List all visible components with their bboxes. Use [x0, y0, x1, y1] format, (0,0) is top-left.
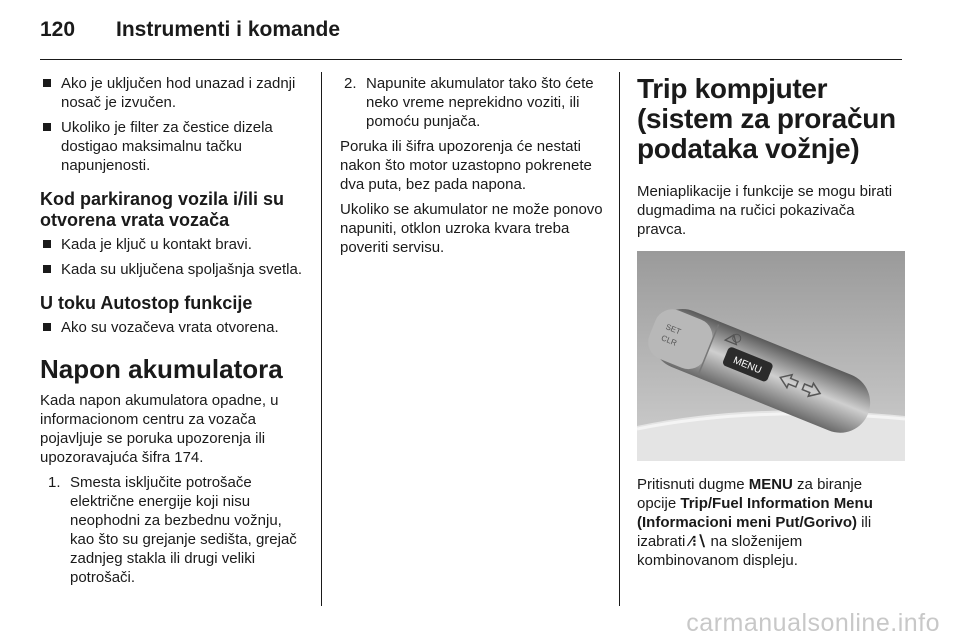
- numbered-step-2: [340, 74, 605, 131]
- heading-parked-vehicle: Kod parkiranog vozila i/ili su otvorena vrata vozača: [40, 189, 285, 230]
- step-text: Smesta isključite potrošače električne energije koji nisu neophodni za bezbednu vožnju, kao što su grejanje sedišta, grejač zadnjeg stakla ili drugi veliki potrošači.: [70, 474, 297, 586]
- page-number: 120: [40, 18, 76, 41]
- column-1: [40, 74, 310, 593]
- display-symbol-icon: ⁄⁝∖: [689, 533, 707, 550]
- header-rule: [40, 59, 902, 60]
- bullet-item: Ako je uključen hod unazad i zadnji nosač je izvučen.: [40, 74, 310, 112]
- step-number: 2.: [344, 75, 357, 92]
- battery-paragraph: Kada napon akumulatora opadne, u informacionom centru za vozača pojavljuje se poruka upozorenja ili upozoravajuća šifra 174.: [40, 392, 279, 466]
- column-2: [340, 74, 605, 263]
- bullet-item: Kada su uključena spoljašnja svetla.: [40, 260, 310, 279]
- bullet-item: Kada je ključ u kontakt bravi.: [40, 235, 310, 254]
- bullet-square-icon: [43, 323, 51, 331]
- page-header: [40, 18, 340, 50]
- menu-instructions-paragraph: Pritisnuti dugme MENU za biranje opcije Trip/Fuel Information Menu (Informacioni meni Put/Gorivo) ili izabrati ⁄⁝∖ na složenijem kombinovanom displeju.: [637, 476, 873, 569]
- column-3: [637, 74, 905, 576]
- clr-label: CLR: [659, 333, 679, 348]
- step-text: Napunite akumulator tako što ćete neko vreme neprekidno voziti, ili pomoću punjača.: [366, 75, 594, 130]
- trip-fuel-menu-ref: Trip/Fuel Information Menu (Informacioni meni Put/Gorivo): [637, 495, 873, 531]
- bullet-item: Ukoliko je filter za čestice dizela dostigao maksimalnu tačku napunjenosti.: [40, 118, 310, 175]
- column-divider-2: [619, 72, 620, 606]
- step-number: 1.: [48, 474, 61, 491]
- intro-paragraph: Meniaplikacije i funkcije se mogu birati dugmadima na ručici pokazivača pravca.: [637, 183, 893, 238]
- warning-paragraph: Poruka ili šifra upozorenja će nestati nakon što motor uzastopno pokrenete dva puta, bez pada napona.: [340, 138, 592, 193]
- menu-button-ref: MENU: [748, 476, 793, 493]
- turn-signal-lever-photo: [637, 251, 905, 461]
- column-divider-1: [321, 72, 322, 606]
- heading-battery-voltage: Napon akumulatora: [40, 354, 283, 384]
- heading-trip-computer: Trip kompjuter (sistem za proračun podataka vožnje): [637, 73, 896, 164]
- bullet-square-icon: [43, 265, 51, 273]
- numbered-step-1: [40, 473, 310, 587]
- bullet-square-icon: [43, 240, 51, 248]
- service-paragraph: Ukoliko se akumulator ne može ponovo napuniti, otklon uzroka kvara treba poveriti servisu.: [340, 201, 603, 256]
- bullet-item: Ako su vozačeva vrata otvorena.: [40, 318, 310, 337]
- heading-autostop: U toku Autostop funkcije: [40, 293, 253, 313]
- set-label: SET: [664, 322, 683, 337]
- menu-label: MENU: [731, 355, 763, 377]
- page-title: Instrumenti i komande: [116, 18, 341, 41]
- bullet-square-icon: [43, 123, 51, 131]
- bullet-square-icon: [43, 79, 51, 87]
- site-watermark: carmanualsonline.info: [686, 609, 940, 637]
